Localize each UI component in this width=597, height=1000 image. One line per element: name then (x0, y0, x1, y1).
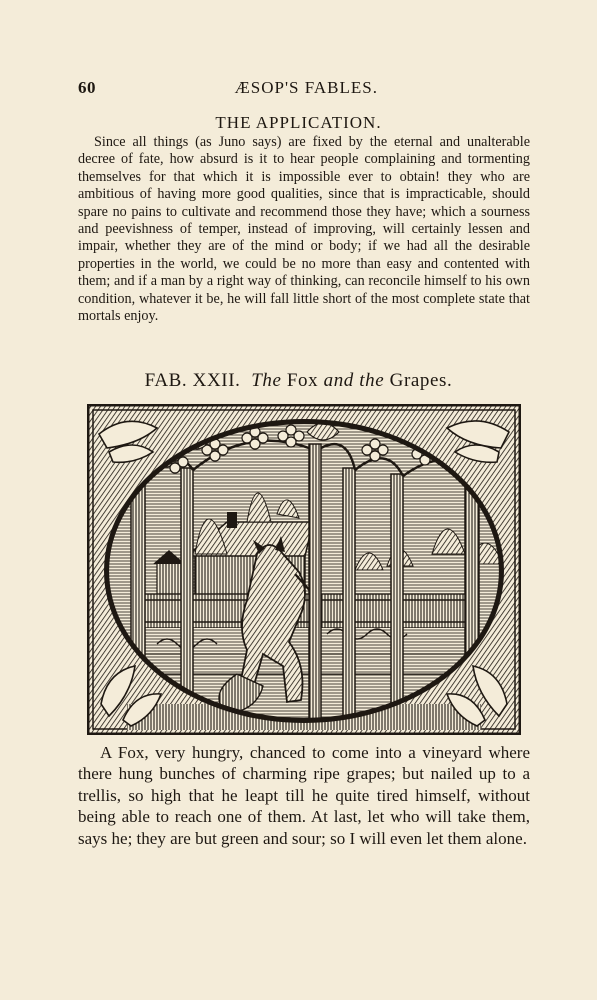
fable-title-word-grapes: Grapes. (389, 370, 453, 391)
fable-number: FAB. XXII. (144, 370, 241, 391)
application-paragraph: Since all things (as Juno says) are fixed by the eternal and unalterable decree of fate, how absurd is it to hear people complaining and tormenting themselves for that which it is impossible ever to obtain! they who are ambitious of having more good qualities, since that is impracticable, should spare no pains to cultivate and recommend those they have; which a sourness and peevishness of temper, instead of improving, will certainly lessen and impair, whether they are of the mind or body; if we had all the desirable properties in the world, we could be no more than easy and contented with them; and if a man by a right way of thinking, can reconcile himself to his own condition, whatever it be, he will fall little short of the most complete state that mortals enjoy. (78, 134, 530, 325)
fable-title-word-fox: Fox (286, 370, 319, 391)
fable-title (0, 370, 597, 392)
page-header (78, 78, 524, 102)
fable-paragraph: A Fox, very hungry, chanced to come into a vineyard where there hung bunches of charming ripe grapes; but nailed up to a trellis, so high that he leapt till he quite tired himself, without being able to reach one of them. At last, let who will take them, says he; they are but green and sour; so I will even let them alone. (78, 743, 530, 848)
fable-title-word-and: and (323, 370, 354, 391)
application-heading: THE APPLICATION. (215, 113, 382, 132)
fable-title-word-the-2: the (359, 370, 385, 391)
running-title: ÆSOP'S FABLES. (234, 78, 378, 97)
fable-title-word-the: The (251, 370, 282, 391)
woodcut-fox-and-grapes-illustration (87, 404, 521, 735)
page-number: 60 (78, 78, 96, 97)
